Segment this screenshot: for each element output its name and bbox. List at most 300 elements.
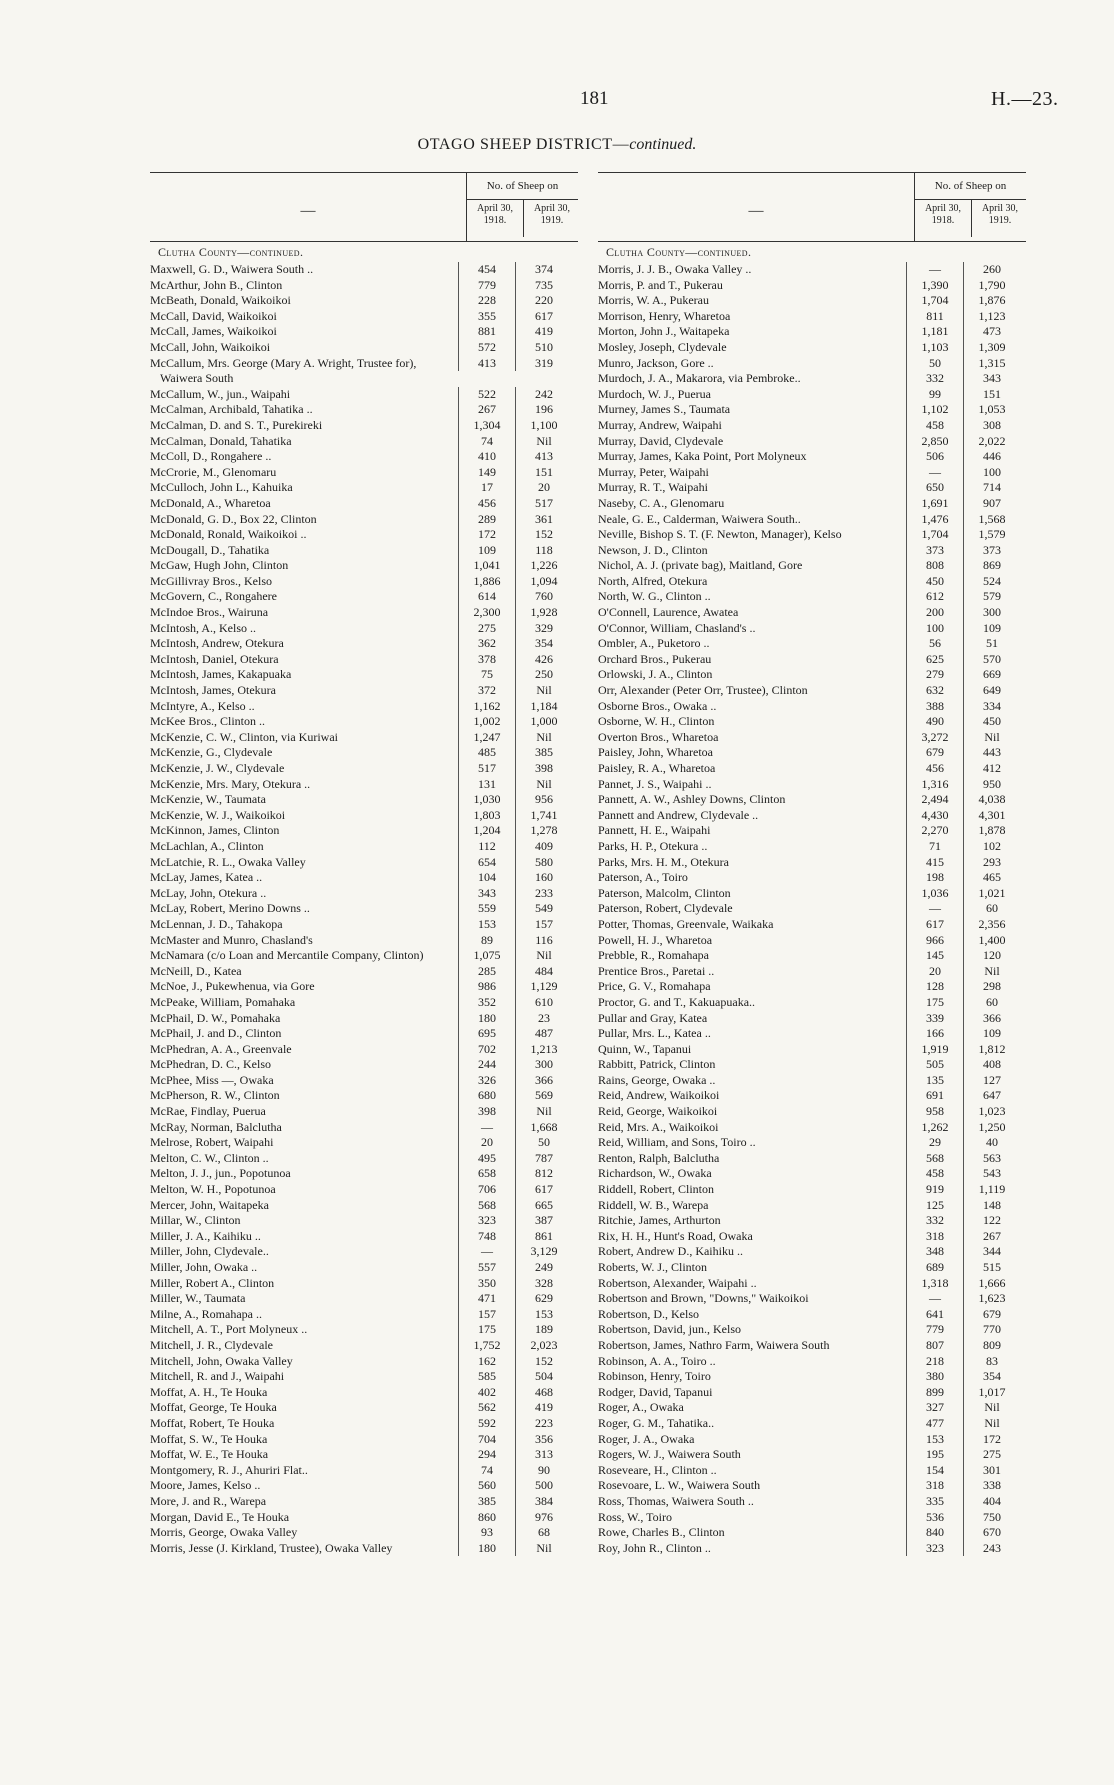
sheep-1918: 568 (906, 1151, 963, 1167)
sheep-1918: 1,181 (906, 324, 963, 340)
owner-name: Robertson, David, jun., Kelso (598, 1322, 741, 1337)
sheep-1919: 1,129 (515, 979, 572, 995)
sheep-1918: 522 (458, 387, 515, 403)
table-row (150, 699, 578, 715)
owner-name: McKenzie, Mrs. Mary, Otekura .. (150, 776, 311, 791)
sheep-1918: 332 (906, 371, 963, 387)
sheep-1919: 1,021 (963, 886, 1020, 902)
sheep-1919: 649 (963, 683, 1020, 699)
owner-name: Robertson, Alexander, Waipahi .. (598, 1275, 757, 1290)
table-header-right (598, 172, 1026, 242)
sheep-1918: 348 (906, 1244, 963, 1260)
table-row (598, 309, 1026, 325)
sheep-1918: — (458, 1244, 515, 1260)
sheep-1919: 373 (963, 543, 1020, 559)
table-row (598, 621, 1026, 637)
table-row (150, 262, 578, 278)
table-row (150, 979, 578, 995)
table-row (150, 1166, 578, 1182)
table-row (150, 1042, 578, 1058)
sheep-1918: 450 (906, 574, 963, 590)
sheep-1918: 456 (458, 496, 515, 512)
sheep-1919: 907 (963, 496, 1020, 512)
owner-name: McCallum, Mrs. George (Mary A. Wright, Trustee for), Waiwera South (150, 355, 417, 386)
owner-name: McColl, D., Rongahere .. (150, 449, 272, 464)
owner-name: Riddell, W. B., Warepa (598, 1197, 709, 1212)
sheep-1918: 641 (906, 1307, 963, 1323)
header-col-1919: April 30, 1919. (971, 200, 1028, 237)
owner-name: McKenzie, W., Taumata (150, 792, 266, 807)
sheep-1919: 1,213 (515, 1042, 572, 1058)
owner-name: Morris, P. and T., Pukerau (598, 277, 723, 292)
table-row (598, 1198, 1026, 1214)
sheep-1919: 580 (515, 855, 572, 871)
sheep-1919: 679 (963, 1307, 1020, 1323)
table-row (598, 839, 1026, 855)
table-row (150, 1307, 578, 1323)
sheep-1919: 1,812 (963, 1042, 1020, 1058)
table-row (598, 1026, 1026, 1042)
table-row (150, 1260, 578, 1276)
sheep-1918: 1,886 (458, 574, 515, 590)
sheep-1918: 1,316 (906, 777, 963, 793)
table-row (150, 543, 578, 559)
sheep-1919: 1,668 (515, 1120, 572, 1136)
sheep-1918: 779 (906, 1322, 963, 1338)
sheep-1919: 809 (963, 1338, 1020, 1354)
table-row (150, 1026, 578, 1042)
owner-name: McPhail, J. and D., Clinton (150, 1026, 282, 1041)
table-row (598, 855, 1026, 871)
sheep-1919: 510 (515, 340, 572, 356)
owner-name: Miller, W., Taumata (150, 1291, 246, 1306)
sheep-1919: 1,000 (515, 714, 572, 730)
owner-name: Mitchell, A. T., Port Molyneux .. (150, 1322, 308, 1337)
sheep-1918: 881 (458, 324, 515, 340)
sheep-1918: 372 (458, 683, 515, 699)
sheep-1918: — (906, 465, 963, 481)
owner-name: Ombler, A., Puketoro .. (598, 636, 710, 651)
owner-name: Osborne Bros., Owaka .. (598, 698, 717, 713)
table-row (598, 1541, 1026, 1557)
sheep-1919: 301 (963, 1463, 1020, 1479)
owner-name: Mosley, Joseph, Clydevale (598, 339, 727, 354)
sheep-1919: 90 (515, 1463, 572, 1479)
table-row (598, 262, 1026, 278)
owner-name: Roger, A., Owaka (598, 1400, 684, 1415)
owner-name: Roy, John R., Clinton .. (598, 1540, 711, 1555)
table-row (150, 855, 578, 871)
sheep-1919: Nil (963, 964, 1020, 980)
table-row (598, 1088, 1026, 1104)
sheep-1918: 559 (458, 901, 515, 917)
sheep-1919: 250 (515, 667, 572, 683)
sheep-1918: 131 (458, 777, 515, 793)
owner-name: Paisley, R. A., Wharetoa (598, 761, 716, 775)
sheep-1919: 1,309 (963, 340, 1020, 356)
owner-name: Murray, R. T., Waipahi (598, 480, 708, 495)
sheep-1918: 517 (458, 761, 515, 777)
owner-name: Paterson, Robert, Clydevale (598, 901, 733, 916)
sheep-1919: 267 (963, 1229, 1020, 1245)
sheep-1918: 689 (906, 1260, 963, 1276)
owner-name: McKinnon, James, Clinton (150, 823, 280, 838)
table-row (598, 1229, 1026, 1245)
header-col-1918: April 30, 1918. (924, 203, 962, 226)
sheep-1918: 808 (906, 558, 963, 574)
table-body-left (150, 262, 578, 1556)
owner-name: McGovern, C., Rongahere (150, 589, 277, 604)
group-title: No. of Sheep on (467, 173, 578, 200)
sheep-1918: 157 (458, 1307, 515, 1323)
sheep-1919: 443 (963, 745, 1020, 761)
table-row (150, 1244, 578, 1260)
sheep-1919: 102 (963, 839, 1020, 855)
table-row (598, 387, 1026, 403)
owner-name: Mercer, John, Waitapeka (150, 1197, 269, 1212)
table-row (150, 1432, 578, 1448)
sheep-1919: 517 (515, 496, 572, 512)
sheep-1919: 956 (515, 792, 572, 808)
table-row (150, 1525, 578, 1541)
table-row (150, 964, 578, 980)
sheep-1919: 160 (515, 870, 572, 886)
sheep-1919: 40 (963, 1135, 1020, 1151)
table-row (150, 605, 578, 621)
sheep-1918: 380 (906, 1369, 963, 1385)
table-row (150, 1369, 578, 1385)
table-row (150, 1213, 578, 1229)
owner-name: Melton, W. H., Popotunoa (150, 1182, 276, 1197)
sheep-1919: 579 (963, 589, 1020, 605)
owner-name: McRay, Norman, Balclutha (150, 1119, 282, 1134)
table-row (598, 278, 1026, 294)
sheep-1919: 354 (963, 1369, 1020, 1385)
table-row (150, 340, 578, 356)
sheep-1918: 332 (906, 1213, 963, 1229)
owner-name: McRae, Findlay, Puerua (150, 1104, 266, 1119)
sheep-1919: 4,038 (963, 792, 1020, 808)
table-row (150, 589, 578, 605)
sheep-1919: 760 (515, 589, 572, 605)
sheep-1919: 869 (963, 558, 1020, 574)
owner-name: Rodger, David, Tapanui (598, 1384, 713, 1399)
table-row (150, 839, 578, 855)
table-row (598, 1244, 1026, 1260)
sheep-1919: 446 (963, 449, 1020, 465)
owner-name: Mitchell, R. and J., Waipahi (150, 1369, 285, 1384)
sheep-1918: 180 (458, 1011, 515, 1027)
sheep-1918: 1,390 (906, 278, 963, 294)
owner-name: McCall, John, Waikoikoi (150, 339, 271, 354)
sheep-1918: 471 (458, 1291, 515, 1307)
table-row (598, 1057, 1026, 1073)
owner-name: Miller, J. A., Kaihiku .. (150, 1228, 261, 1243)
sheep-1919: 1,119 (963, 1182, 1020, 1198)
owner-name: McLachlan, A., Clinton (150, 838, 264, 853)
sheep-1918: 458 (906, 418, 963, 434)
sheep-1919: Nil (963, 1416, 1020, 1432)
sheep-1918: 612 (906, 589, 963, 605)
owner-name: McCalman, D. and S. T., Purekireki (150, 417, 323, 432)
sheep-1919: 338 (963, 1478, 1020, 1494)
table-row (598, 527, 1026, 543)
table-row (150, 293, 578, 309)
owner-name: North, Alfred, Otekura (598, 573, 708, 588)
table-row (150, 901, 578, 917)
sheep-1919: 152 (515, 527, 572, 543)
sheep-1918: 1,803 (458, 808, 515, 824)
sheep-1919: 468 (515, 1385, 572, 1401)
table-row (150, 667, 578, 683)
sheep-1918: 198 (906, 870, 963, 886)
sheep-1919: 157 (515, 917, 572, 933)
sheep-1919: 398 (515, 761, 572, 777)
owner-name: Prebble, R., Romahapa (598, 948, 709, 963)
sheep-1918: 99 (906, 387, 963, 403)
sheep-1918: 680 (458, 1088, 515, 1104)
owner-name: Rowe, Charles B., Clinton (598, 1525, 725, 1540)
owner-name: McNoe, J., Pukewhenua, via Gore (150, 979, 315, 994)
sheep-1918: — (906, 1291, 963, 1307)
sheep-1919: 189 (515, 1322, 572, 1338)
table-row (598, 1510, 1026, 1526)
sheep-1919: Nil (963, 1400, 1020, 1416)
owner-name: Pullar, Mrs. L., Katea .. (598, 1026, 711, 1041)
owner-name: Morton, John J., Waitapeka (598, 324, 730, 339)
table-row (598, 543, 1026, 559)
table-row (598, 324, 1026, 340)
owner-name: Murray, Andrew, Waipahi (598, 417, 722, 432)
sheep-1919: 366 (515, 1073, 572, 1089)
table-row (150, 1478, 578, 1494)
sheep-1918: 172 (458, 527, 515, 543)
owner-name: Prentice Bros., Paretai .. (598, 963, 715, 978)
sheep-1918: 1,476 (906, 512, 963, 528)
owner-name: McCall, David, Waikoikoi (150, 308, 277, 323)
sheep-1918: 1,704 (906, 527, 963, 543)
sheep-1918: 658 (458, 1166, 515, 1182)
sheep-1919: 629 (515, 1291, 572, 1307)
owner-name: Morris, W. A., Pukerau (598, 293, 709, 308)
owner-name: Pannett, H. E., Waipahi (598, 823, 711, 838)
sheep-1919: 1,568 (963, 512, 1020, 528)
sheep-1919: 343 (963, 371, 1020, 387)
sheep-1919: 151 (515, 465, 572, 481)
owner-name: Price, G. V., Romahapa (598, 979, 711, 994)
sheep-1918: 180 (458, 1541, 515, 1557)
table-row (150, 745, 578, 761)
sheep-1918: 218 (906, 1354, 963, 1370)
sheep-1919: 118 (515, 543, 572, 559)
owner-name: McPhedran, D. C., Kelso (150, 1057, 271, 1072)
table-row (598, 823, 1026, 839)
sheep-1919: 344 (963, 1244, 1020, 1260)
table-row (598, 1478, 1026, 1494)
owner-name: Moffat, George, Te Houka (150, 1400, 277, 1415)
sheep-1918: 695 (458, 1026, 515, 1042)
sheep-1918: 162 (458, 1354, 515, 1370)
sheep-1919: 504 (515, 1369, 572, 1385)
sheep-1918: 1,704 (906, 293, 963, 309)
owner-name: Morris, George, Owaka Valley (150, 1525, 298, 1540)
table-row (150, 309, 578, 325)
table-row (598, 1182, 1026, 1198)
owner-name: Morris, J. J. B., Owaka Valley .. (598, 262, 752, 276)
sheep-1919: 220 (515, 293, 572, 309)
sheep-1918: 413 (458, 356, 515, 372)
sheep-1918: 56 (906, 636, 963, 652)
table-row (598, 1369, 1026, 1385)
sheep-1919: 409 (515, 839, 572, 855)
owner-name: Parks, Mrs. H. M., Otekura (598, 854, 729, 869)
table-row (598, 699, 1026, 715)
sheep-1918: 458 (906, 1166, 963, 1182)
sheep-1919: 3,129 (515, 1244, 572, 1260)
table-row (598, 496, 1026, 512)
sheep-1919: 714 (963, 480, 1020, 496)
table-row (598, 1135, 1026, 1151)
sheep-1919: 735 (515, 278, 572, 294)
owner-name: McGaw, Hugh John, Clinton (150, 558, 289, 573)
owner-name: Pannett, A. W., Ashley Downs, Clinton (598, 792, 786, 807)
owner-name: Rogers, W. J., Waiwera South (598, 1447, 741, 1462)
sheep-1918: 557 (458, 1260, 515, 1276)
sheep-1918: 1,002 (458, 714, 515, 730)
owner-name: Paterson, Malcolm, Clinton (598, 885, 731, 900)
sheep-1918: 385 (458, 1494, 515, 1510)
group-title: No. of Sheep on (915, 173, 1026, 200)
sheep-1919: 976 (515, 1510, 572, 1526)
sheep-1918: 93 (458, 1525, 515, 1541)
owner-name: Moffat, S. W., Te Houka (150, 1431, 268, 1446)
right-column (598, 172, 1026, 1556)
header-col-1918: April 30, 1918. (476, 203, 514, 226)
owner-name: Riddell, Robert, Clinton (598, 1182, 714, 1197)
sheep-1918: 1,030 (458, 792, 515, 808)
table-row (150, 933, 578, 949)
sheep-1919: 384 (515, 1494, 572, 1510)
sheep-1919: 404 (963, 1494, 1020, 1510)
owner-name: Osborne, W. H., Clinton (598, 714, 715, 729)
sheep-1919: 4,301 (963, 808, 1020, 824)
table-row (150, 823, 578, 839)
table-row (150, 1135, 578, 1151)
table-row (598, 1400, 1026, 1416)
sheep-1919: 1,666 (963, 1276, 1020, 1292)
table-row (150, 1057, 578, 1073)
owner-name: McKenzie, C. W., Clinton, via Kuriwai (150, 729, 338, 744)
table-row (150, 1510, 578, 1526)
owner-name: Paterson, A., Toiro (598, 870, 688, 885)
sheep-1918: 339 (906, 1011, 963, 1027)
table-row (150, 1182, 578, 1198)
sheep-1919: 50 (515, 1135, 572, 1151)
table-row (598, 683, 1026, 699)
sheep-1919: 1,876 (963, 293, 1020, 309)
table-body-right (598, 262, 1026, 1556)
owner-name: Overton Bros., Wharetoa (598, 729, 719, 744)
table-row (150, 1322, 578, 1338)
owner-name: McIntosh, Daniel, Otekura (150, 651, 279, 666)
owner-name: Roger, J. A., Owaka (598, 1431, 695, 1446)
sheep-1919: Nil (515, 948, 572, 964)
table-row (598, 995, 1026, 1011)
owner-name: Morrison, Henry, Wharetoa (598, 308, 731, 323)
sheep-1919: 83 (963, 1354, 1020, 1370)
table-header-left (150, 172, 578, 242)
sheep-1918: 415 (906, 855, 963, 871)
sheep-1919: 1,226 (515, 558, 572, 574)
table-row (150, 621, 578, 637)
sheep-1919: 249 (515, 1260, 572, 1276)
table-row (150, 278, 578, 294)
county-heading: Clutha County—continued. (158, 245, 304, 259)
sheep-1918: 986 (458, 979, 515, 995)
sheep-1918: 228 (458, 293, 515, 309)
owner-name: McIntosh, A., Kelso .. (150, 620, 256, 635)
table-row (150, 808, 578, 824)
owner-name: Miller, John, Clydevale.. (150, 1244, 269, 1259)
sheep-1919: 2,023 (515, 1338, 572, 1354)
owner-name: McIntosh, James, Kakapuaka (150, 667, 292, 682)
owner-name: Newson, J. D., Clinton (598, 542, 708, 557)
table-row (598, 605, 1026, 621)
sheep-1918: 128 (906, 979, 963, 995)
sheep-1918: 958 (906, 1104, 963, 1120)
sheep-1918: 135 (906, 1073, 963, 1089)
table-row (598, 901, 1026, 917)
table-row (598, 1494, 1026, 1510)
owner-name: McCrorie, M., Glenomaru (150, 464, 277, 479)
owner-name: Reid, Mrs. A., Waikoikoi (598, 1119, 719, 1134)
table-row (150, 1338, 578, 1354)
sheep-1919: 1,094 (515, 574, 572, 590)
sheep-1919: 23 (515, 1011, 572, 1027)
sheep-1918: 362 (458, 636, 515, 652)
sheep-1919: 100 (963, 465, 1020, 481)
sheep-1919: 465 (963, 870, 1020, 886)
sheep-1918: 1,247 (458, 730, 515, 746)
sheep-1918: 50 (906, 356, 963, 372)
sheep-1919: 524 (963, 574, 1020, 590)
table-row (598, 1432, 1026, 1448)
owner-name: O'Connor, William, Chasland's .. (598, 620, 756, 635)
sheep-1919: 308 (963, 418, 1020, 434)
owner-name: Roseveare, H., Clinton .. (598, 1462, 717, 1477)
sheep-1919: 2,022 (963, 434, 1020, 450)
sheep-1919: 109 (963, 1026, 1020, 1042)
owner-name: Paisley, John, Wharetoa (598, 745, 713, 760)
table-row (598, 1525, 1026, 1541)
sheep-1918: 153 (458, 917, 515, 933)
page-title (0, 136, 1114, 154)
sheep-1918: 195 (906, 1447, 963, 1463)
sheep-1919: 20 (515, 480, 572, 496)
owner-name: More, J. and R., Warepa (150, 1493, 267, 1508)
table-row (598, 808, 1026, 824)
sheep-1918: 145 (906, 948, 963, 964)
sheep-1919: 669 (963, 667, 1020, 683)
owner-name: Murdoch, J. A., Makarora, via Pembroke.. (598, 371, 801, 386)
sheep-1919: 750 (963, 1510, 1020, 1526)
sheep-1919: 120 (963, 948, 1020, 964)
owner-name: Proctor, G. and T., Kakuapuaka.. (598, 994, 756, 1009)
table-row (150, 730, 578, 746)
sheep-1918: 1,162 (458, 699, 515, 715)
sheep-1918: 350 (458, 1276, 515, 1292)
sheep-count-header (914, 173, 1026, 241)
